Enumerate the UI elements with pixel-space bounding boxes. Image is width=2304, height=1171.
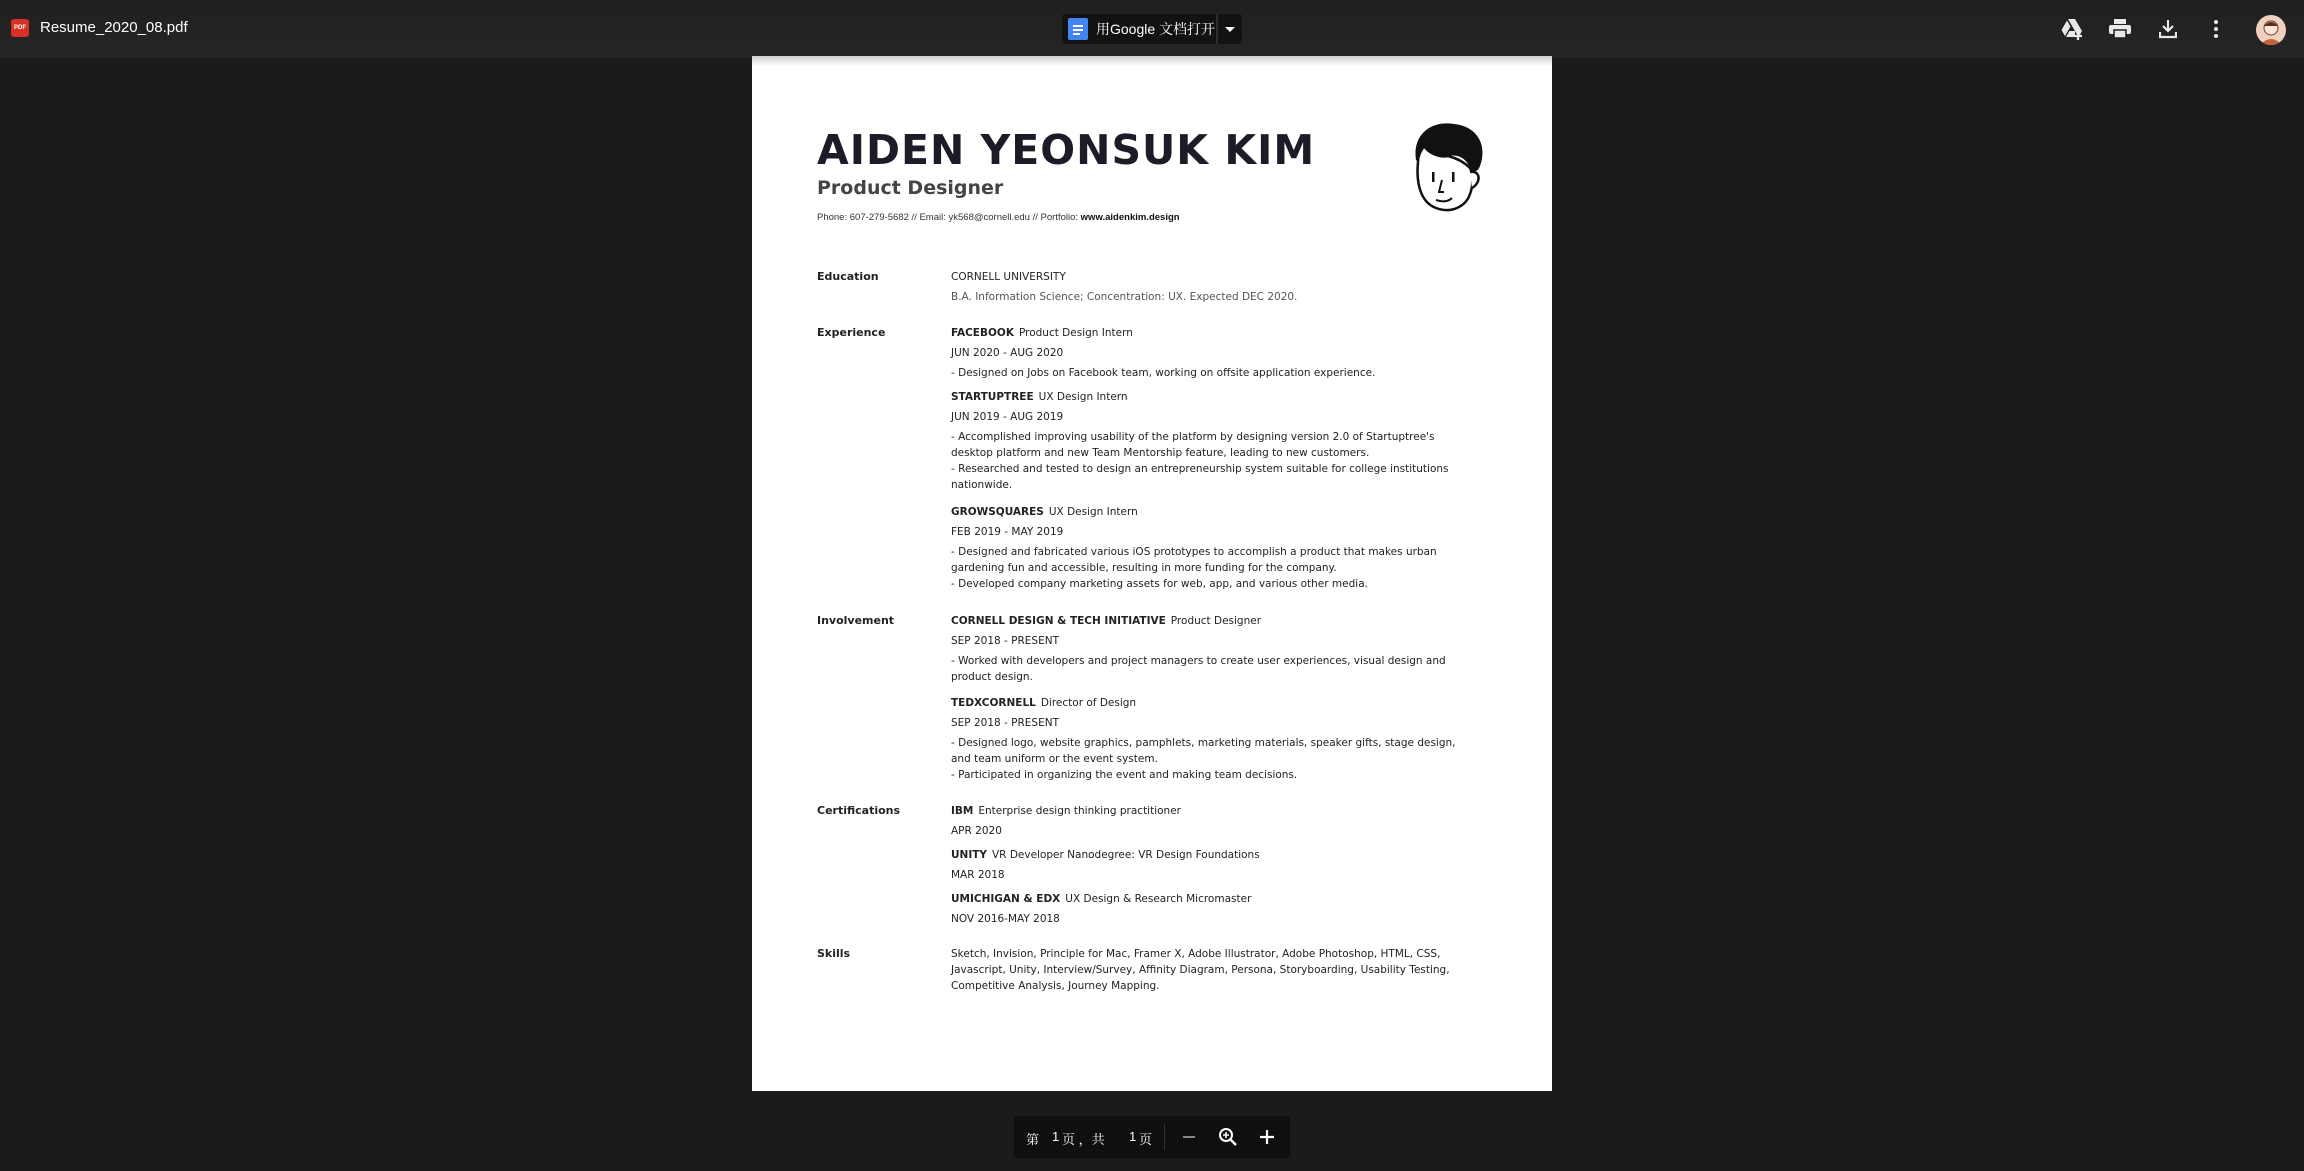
involvement-label: Involvement	[817, 614, 895, 627]
skills-text: Sketch, Invision, Principle for Mac, Framer X, Adobe Illustrator, Adobe Photoshop, HTML, CSS, Javascript, Unity, Interview/Survey, Affinity Diagram, Persona, Storyboarding, Usability Testing, Competitive Analysis, Journey Mapping.	[951, 948, 1450, 992]
contact-line	[817, 212, 1180, 223]
skills-label: Skills	[817, 947, 851, 960]
entry-org: STARTUPTREE	[951, 391, 1034, 403]
zoom-icon[interactable]	[1215, 1124, 1241, 1150]
portfolio-link: www.aidenkim.design	[1080, 212, 1180, 223]
page-top-shadow	[752, 56, 1552, 66]
entry-org: IBM	[951, 805, 974, 817]
portrait-illustration	[1402, 118, 1492, 216]
entry-bullet: - Designed and fabricated various iOS prototypes to accomplish a product that makes urban gardening fun and accessible, resulting in more funding for the company.	[951, 546, 1437, 574]
account-avatar[interactable]	[2256, 15, 2286, 45]
resume-name: AIDEN YEONSUK KIM	[817, 126, 1316, 174]
school-name: CORNELL UNIVERSITY	[951, 271, 1066, 283]
file-name: Resume_2020_08.pdf	[40, 19, 188, 36]
entry-bullet: - Participated in organizing the event and making team decisions.	[951, 769, 1298, 781]
entry-dates: MAR 2018	[951, 869, 1005, 881]
entry-dates: SEP 2018 - PRESENT	[951, 635, 1059, 647]
pdf-page	[752, 56, 1552, 1091]
entry-position: UX Design Intern	[1048, 506, 1138, 518]
certification-entry	[951, 891, 1471, 927]
contact-details: Phone: 607-279-5682 // Email: yk568@cornell.edu // Portfolio:	[817, 212, 1081, 223]
entry-dates: NOV 2016-MAY 2018	[951, 913, 1060, 925]
entry-position: Director of Design	[1040, 697, 1137, 709]
education-label: Education	[817, 270, 879, 283]
entry-dates: APR 2020	[951, 825, 1002, 837]
certifications-label: Certifications	[817, 804, 901, 817]
entry-position: Enterprise design thinking practitioner	[978, 805, 1181, 817]
divider	[1164, 1124, 1165, 1150]
entry-position: Product Designer	[1170, 615, 1262, 627]
entry-bullet: - Developed company marketing assets for web, app, and various other media.	[951, 578, 1368, 590]
chevron-down-icon[interactable]	[1218, 14, 1242, 44]
entry-org: UMICHIGAN & EDX	[951, 893, 1061, 905]
entry-bullet: - Accomplished improving usability of the platform by designing version 2.0 of Startuptree's desktop platform and new Team Mentorship feature, leading to new customers.	[951, 431, 1435, 459]
entry-position: VR Developer Nanodegree: VR Design Foundations	[992, 849, 1260, 861]
entry-org: TEDXCORNELL	[951, 697, 1036, 709]
zoom-in-icon[interactable]	[1254, 1124, 1280, 1150]
entry-dates: JUN 2019 - AUG 2019	[951, 411, 1064, 423]
entry-position: Product Design Intern	[1018, 327, 1133, 339]
entry-bullet: - Designed logo, website graphics, pamphlets, marketing materials, speaker gifts, stage design, and team uniform or the event system.	[951, 737, 1456, 765]
page-navigation-bar	[1014, 1116, 1290, 1158]
add-to-drive-icon[interactable]	[2059, 16, 2085, 42]
entry-position: UX Design & Research Micromaster	[1065, 893, 1252, 905]
resume-role: Product Designer	[817, 177, 1004, 199]
certification-entry	[951, 847, 1471, 883]
involvement-entry	[951, 695, 1471, 783]
entry-dates: SEP 2018 - PRESENT	[951, 717, 1059, 729]
page-suffix: 页	[1139, 1132, 1153, 1147]
entry-dates: JUN 2020 - AUG 2020	[951, 347, 1064, 359]
experience-entry	[951, 325, 1471, 381]
entry-bullet: - Designed on Jobs on Facebook team, working on offsite application experience.	[951, 367, 1376, 379]
download-icon[interactable]	[2155, 16, 2181, 42]
entry-org: CORNELL DESIGN & TECH INITIATIVE	[951, 615, 1166, 627]
open-with-label: 用Google 文档打开	[1096, 21, 1216, 37]
open-with-google-docs-button[interactable]	[1062, 14, 1218, 44]
current-page[interactable]: 1	[1052, 1129, 1060, 1144]
entry-position: UX Design Intern	[1038, 391, 1128, 403]
pdf-file-icon: PDF	[11, 19, 29, 37]
total-pages: 1	[1129, 1129, 1137, 1144]
more-vert-icon[interactable]	[2203, 16, 2229, 42]
viewer-toolbar	[0, 0, 2304, 58]
certification-entry	[951, 803, 1471, 839]
entry-org: FACEBOOK	[951, 327, 1014, 339]
entry-bullet: - Worked with developers and project managers to create user experiences, visual design and product design.	[951, 655, 1446, 683]
entry-dates: FEB 2019 - MAY 2019	[951, 526, 1064, 538]
degree-text: B.A. Information Science; Concentration: UX. Expected DEC 2020.	[951, 291, 1298, 303]
zoom-out-icon[interactable]	[1176, 1124, 1202, 1150]
experience-entry	[951, 389, 1471, 493]
entry-bullet: - Researched and tested to design an entrepreneurship system suitable for college institutions nationwide.	[951, 463, 1449, 491]
entry-org: GROWSQUARES	[951, 506, 1044, 518]
page-mid-text: 页 ，共	[1062, 1132, 1105, 1147]
entry-org: UNITY	[951, 849, 987, 861]
page-prefix: 第	[1026, 1132, 1040, 1147]
experience-label: Experience	[817, 326, 886, 339]
education-entry	[951, 269, 1471, 305]
print-icon[interactable]	[2107, 16, 2133, 42]
experience-entry	[951, 504, 1471, 592]
involvement-entry	[951, 613, 1471, 685]
google-docs-icon	[1068, 18, 1088, 40]
